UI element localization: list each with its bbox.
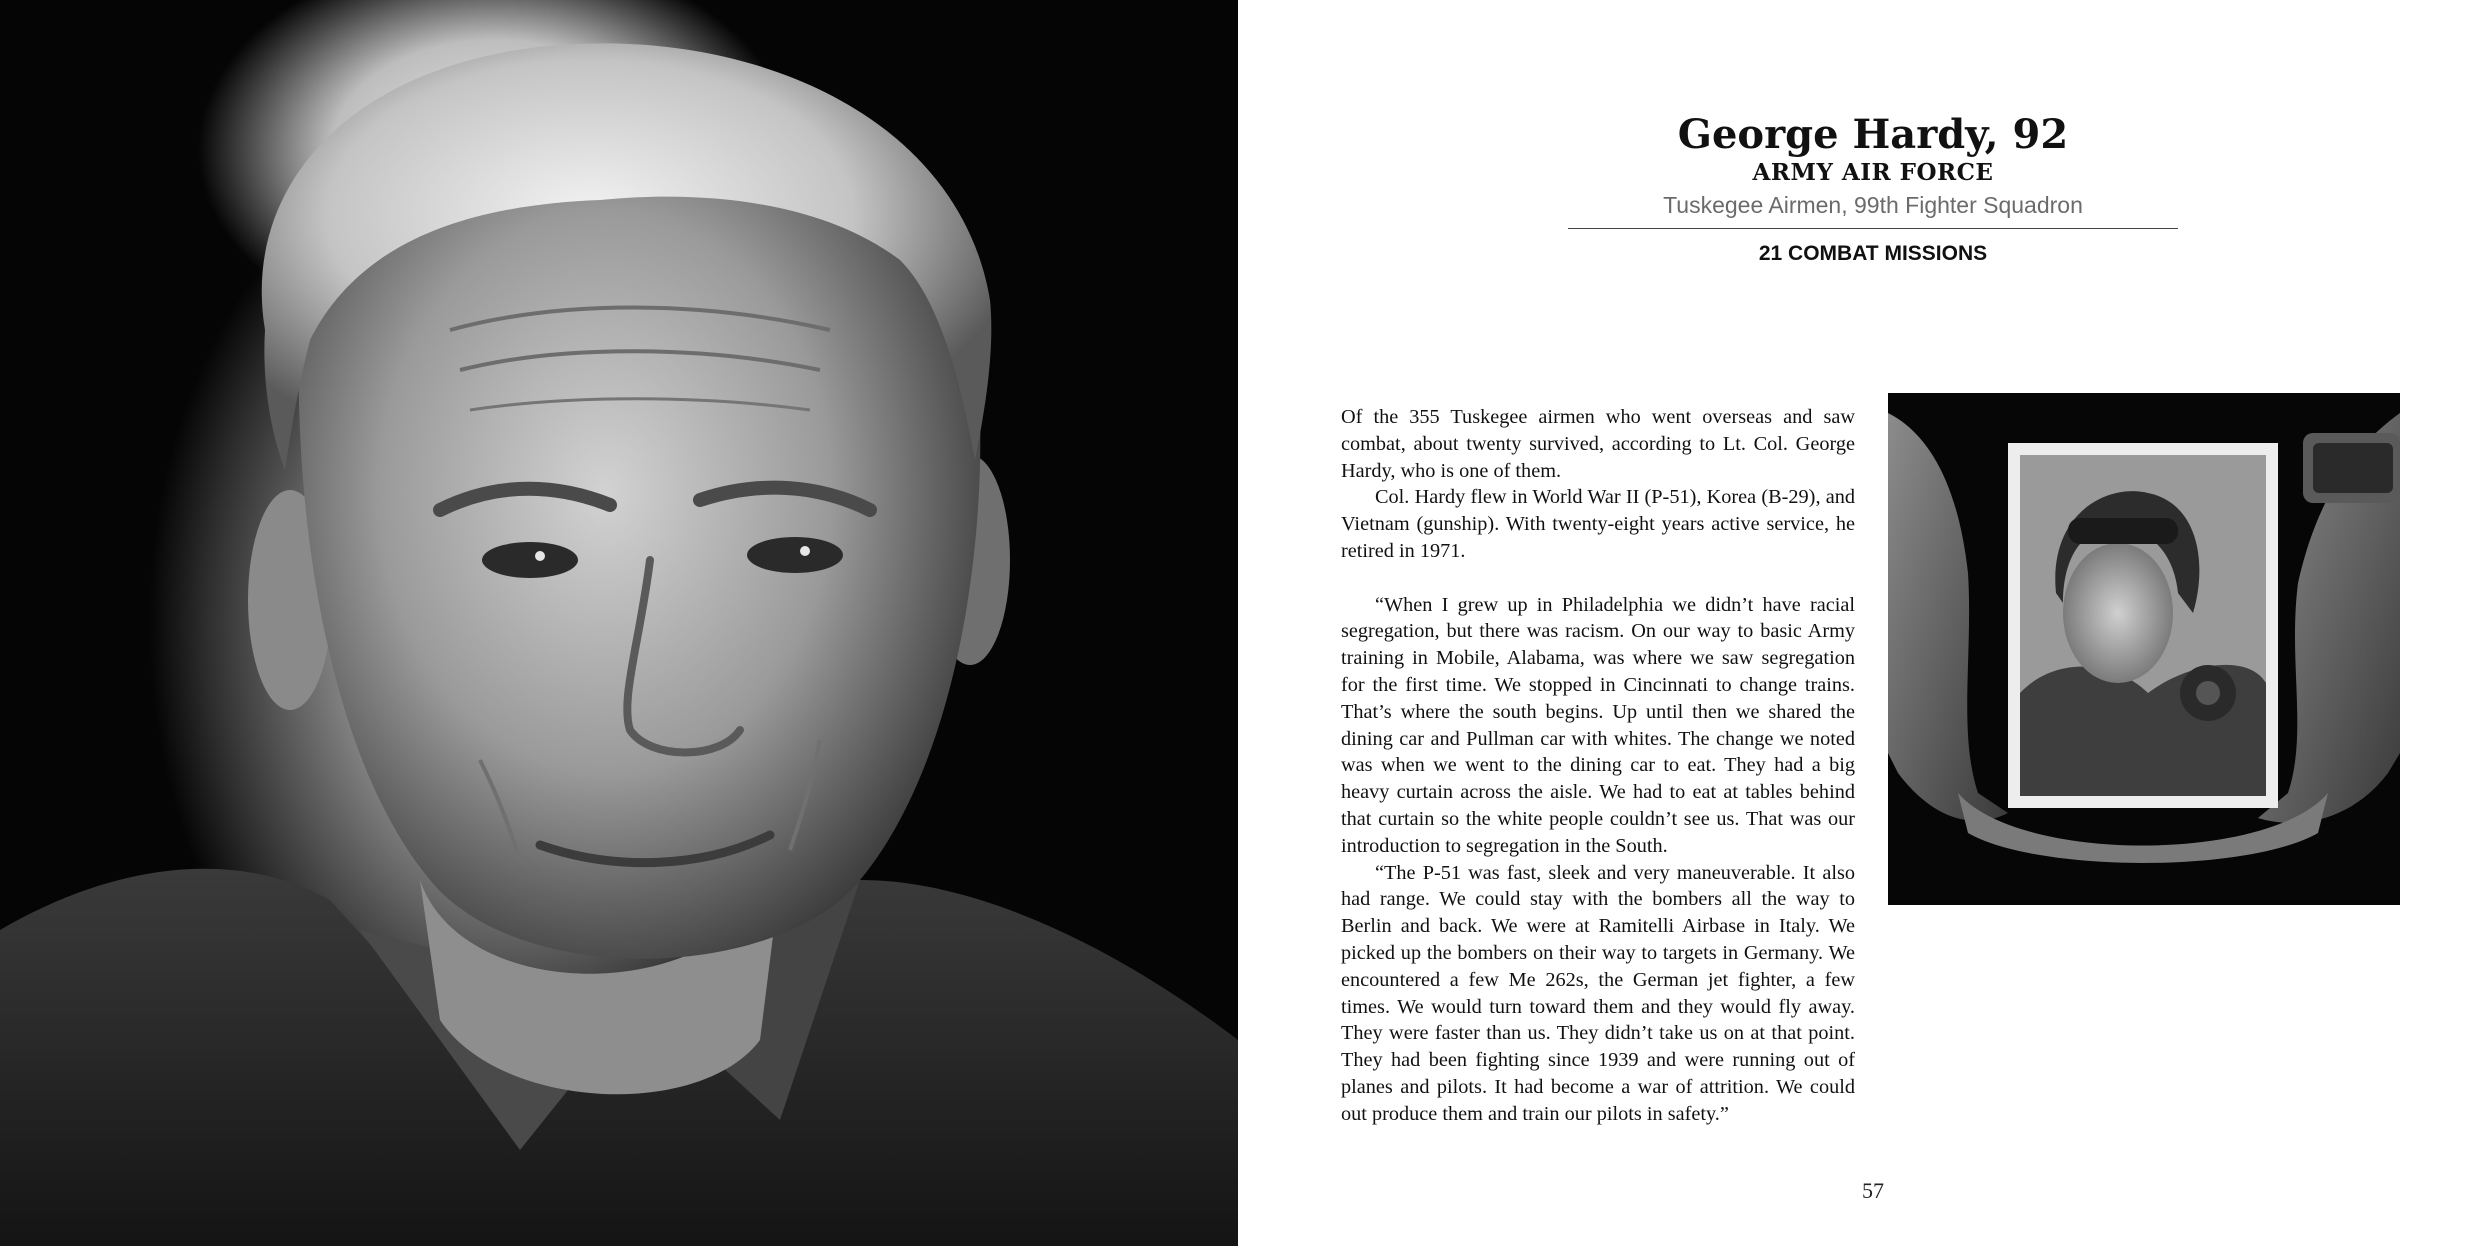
hands-holding-photo-illustration	[1888, 393, 2400, 905]
combat-missions: 21 COMBAT MISSIONS	[1758, 242, 1988, 265]
paragraph: Col. Hardy flew in World War II (P-51), Korea (B-29), and Vietnam (gunship). With twenty-eight years active service, he retired in 1971.	[1341, 486, 1855, 562]
veteran-name: George Hardy, 92	[1677, 111, 2069, 158]
paragraph: “When I grew up in Philadelphia we didn’t have racial segregation, but there was racism. On our way to basic Army training in Mobile, Alabama, was where we saw segregation for the first time. We stopped in Cincinnati to change trains. That’s where the south begins. Up until then we shared the dining car and Pullman car with whites. The change we noted was when we went to the dining car to eat. They had a big heavy curtain across the aisle. We had to eat at tables behind that curtain so the white people couldn’t see us. That was our introduction to segregation in the South.	[1341, 593, 1855, 857]
service-branch: ARMY AIR FORCE	[1752, 159, 1994, 186]
vintage-photo-in-hands	[1888, 393, 2400, 905]
service-unit: Tuskegee Airmen, 99th Fighter Squadron	[1663, 192, 2083, 218]
article-body	[1341, 404, 1855, 1128]
portrait-illustration	[0, 0, 1238, 1246]
paragraph: “The P-51 was fast, sleek and very maneuverable. It also had range. We could stay with the bombers all the way to Berlin and back. We were at Ramitelli Airbase in Italy. We picked up the bombers on their way to targets in Germany. We encountered a few Me 262s, the German jet fighter, a few times. We would turn toward them and they would fly away. They were faster than us. They didn’t take us on at that point. They had been fighting since 1939 and were running out of planes and pilots. It had become a war of attrition. We could out produce them and train our pilots in safety.”	[1341, 861, 1855, 1125]
text-page	[1238, 0, 2487, 1246]
header-divider	[1568, 228, 2178, 229]
paragraph: Of the 355 Tuskegee airmen who went overseas and saw combat, about twenty survived, according to Lt. Col. George Hardy, who is one of them.	[1341, 406, 1855, 482]
portrait-photo	[0, 0, 1238, 1246]
page-number: 57	[1862, 1178, 1884, 1203]
profile-header	[1568, 112, 2178, 269]
